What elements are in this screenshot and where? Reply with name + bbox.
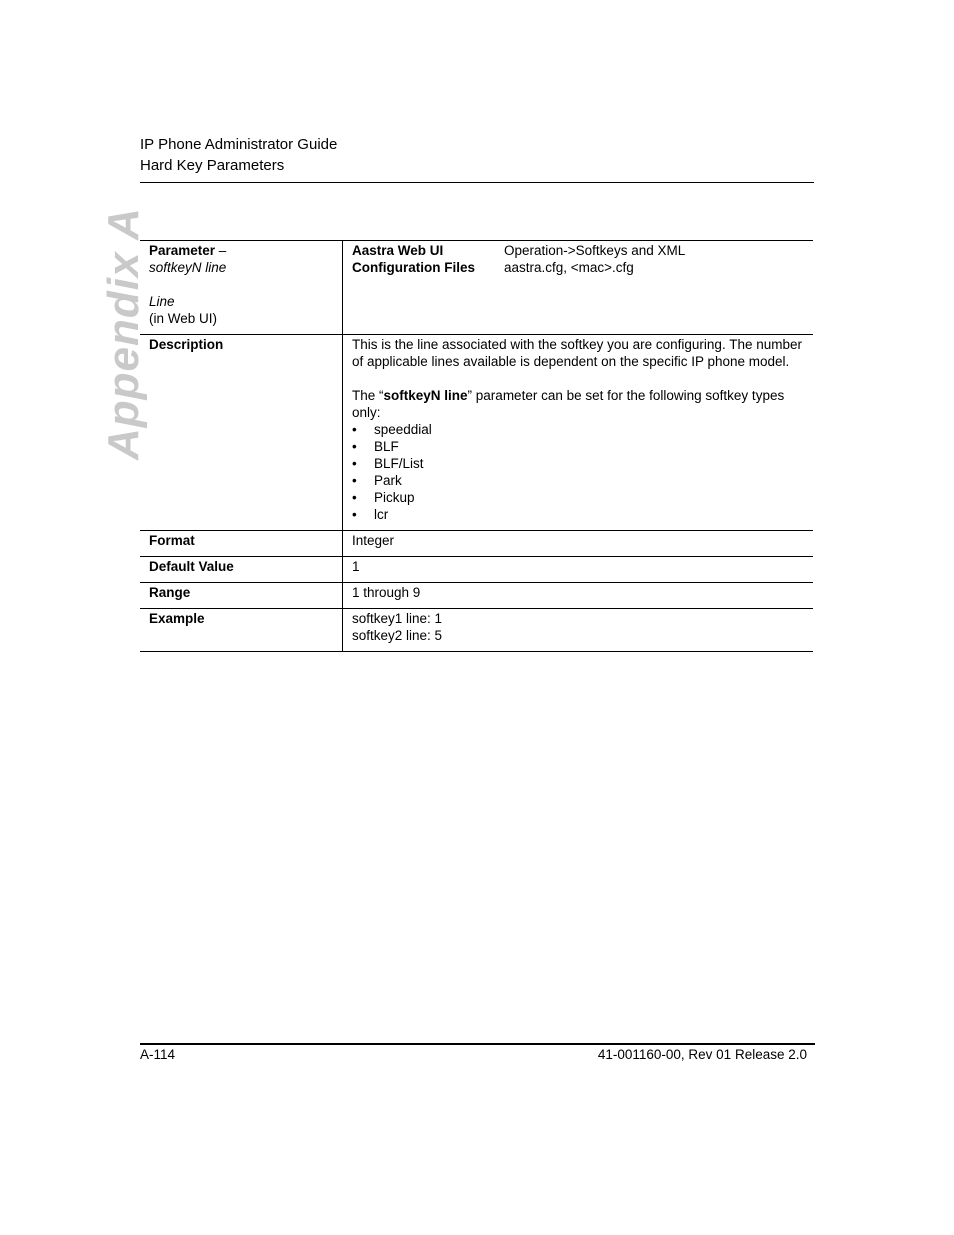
bullet: • (352, 490, 357, 505)
description-para1: This is the line associated with the softkey you are configuring. The number of applicable lines available is dependent on the specific IP phone model. (352, 337, 802, 369)
bullet: • (352, 456, 357, 471)
softkey-types-list (352, 421, 807, 523)
example-label: Example (140, 609, 343, 652)
bullet: • (352, 422, 357, 437)
table-row-range (140, 583, 813, 609)
footer-divider (140, 1043, 815, 1045)
example-line1: softkey1 line: 1 (352, 611, 443, 626)
config-files-value: aastra.cfg, <mac>.cfg (504, 260, 634, 275)
bullet: • (352, 439, 357, 454)
aastra-web-ui-value: Operation->Softkeys and XML (504, 243, 686, 258)
table-row-example (140, 609, 813, 652)
default-value-label: Default Value (140, 557, 343, 583)
table-row-default (140, 557, 813, 583)
config-files-label: Configuration Files (352, 260, 475, 275)
parameter-location-cell (343, 241, 814, 335)
range-label: Range (140, 583, 343, 609)
webui-name: Line (149, 294, 175, 309)
format-label: Format (140, 531, 343, 557)
section-title: Hard Key Parameters (140, 157, 285, 174)
table-row-description (140, 335, 813, 531)
description-para2: The “softkeyN line” parameter can be set for the following softkey types only: (352, 388, 785, 420)
parameter-label: Parameter (149, 243, 216, 258)
description-cell (343, 335, 814, 531)
example-line2: softkey2 line: 5 (352, 628, 443, 643)
list-item: • lcr (352, 507, 389, 522)
doc-title: IP Phone Administrator Guide (140, 136, 338, 153)
table-row-parameter (140, 241, 813, 335)
list-item: • Pickup (352, 490, 415, 505)
list-item: • Park (352, 473, 402, 488)
range-value: 1 through 9 (343, 583, 814, 609)
table-row-format (140, 531, 813, 557)
format-value: Integer (343, 531, 814, 557)
list-item: • speeddial (352, 422, 432, 437)
parameter-name: softkeyN line (149, 260, 227, 275)
document-number: 41-001160-00, Rev 01 Release 2.0 (597, 1047, 807, 1062)
aastra-web-ui-label: Aastra Web UI (352, 243, 444, 258)
parameter-dash: – (215, 243, 227, 258)
default-value: 1 (343, 557, 814, 583)
bullet: • (352, 507, 357, 522)
parameter-table (140, 240, 813, 652)
list-item: • BLF/List (352, 456, 424, 471)
appendix-tab: Appendix A (99, 207, 148, 460)
param-name-bold: softkeyN line (383, 388, 468, 403)
example-cell (343, 609, 814, 652)
bullet: • (352, 473, 357, 488)
header-divider (140, 182, 814, 183)
description-label: Description (140, 335, 343, 531)
webui-note: (in Web UI) (149, 311, 218, 326)
page-number: A-114 (140, 1047, 176, 1062)
parameter-name-cell (140, 241, 343, 335)
list-item: • BLF (352, 439, 399, 454)
